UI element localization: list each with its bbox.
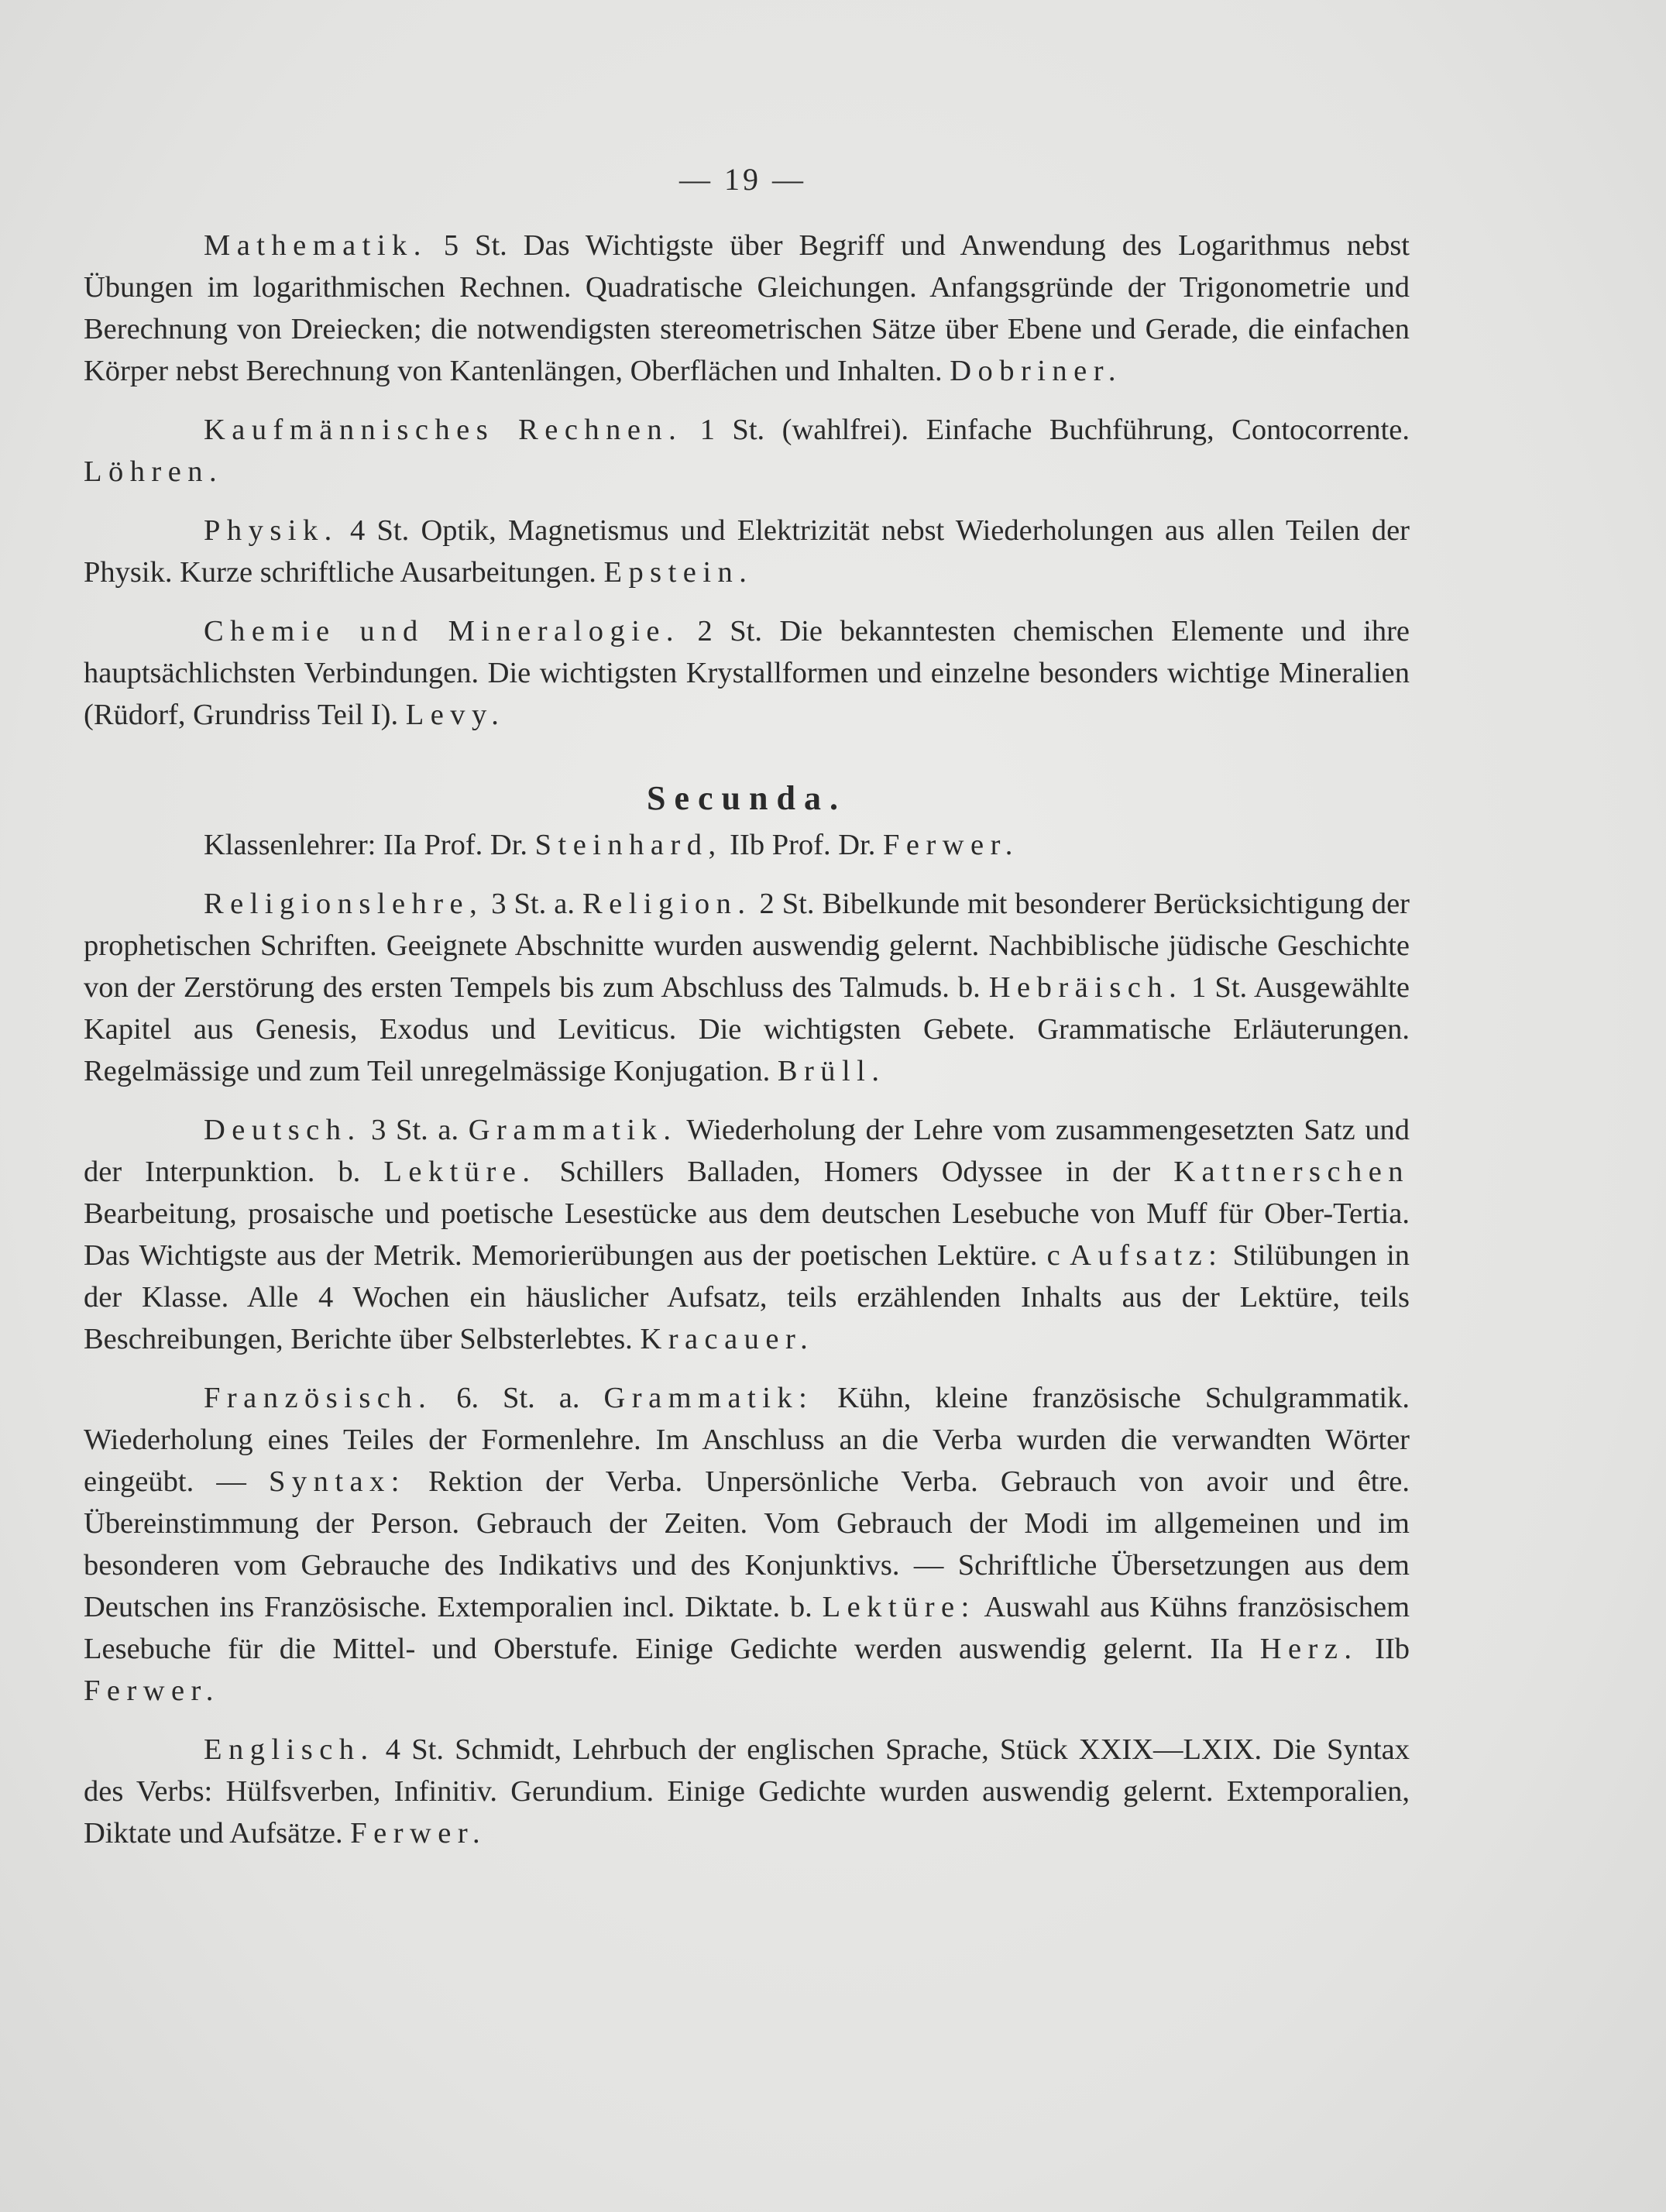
text-religion: 2 St. Bibelkunde mit besonderer Berücksichtigung der prophetischen Schriften. Geeignete Abschnitte wurden auswendig gelernt. Nachbiblische jüdische Geschichte von der Zerstörung des ersten Tempels bis zum Abschluss des Talmuds.	[84, 888, 1410, 1004]
paragraph-mathematik	[84, 225, 1410, 392]
text-grammatik-fr-1: Kühn, kleine französische Schulgrammatik. Wiederholung eines Teiles der Formenlehre. Im Anschluss an die Verba wurden die verwandten Wörter eingeübt. —	[84, 1382, 1410, 1498]
text-physik: 4 St. Optik, Magnetismus und Elektrizität nebst Wiederholungen aus allen Teilen der Physik. Kurze schriftliche Ausarbeitungen.	[84, 514, 1410, 589]
page-content	[84, 225, 1410, 1854]
subject-physik: Physik.	[204, 514, 338, 547]
subject-chemie: Chemie und Mineralogie.	[204, 615, 681, 647]
text-aufsatz: Stilübungen in der Klasse. Alle 4 Wochen ein häuslicher Aufsatz, teils erzählenden Inhalts aus der Lektüre, teils Beschreibungen, Berichte über Selbsterlebtes.	[84, 1239, 1410, 1355]
text-lektuere-2: Bearbeitung, prosaische und poetische Lesestücke aus dem deutschen Lesebuche von Muff für Ober-Tertia. Das Wichtigste aus der Metrik. Memorierübungen aus der poetischen Lektüre.	[84, 1197, 1410, 1272]
label-a-grammatik: a.	[438, 1114, 459, 1146]
label-b-lektuere-fr: b.	[789, 1591, 812, 1623]
paragraph-franzoesisch	[84, 1377, 1410, 1712]
teacher-englisch: Ferwer.	[350, 1817, 487, 1850]
paragraph-physik	[84, 510, 1410, 593]
paragraph-klassenlehrer	[84, 824, 1410, 866]
text-mathematik: 5 St. Das Wichtigste über Begriff und Anwendung des Logarithmus nebst Übungen im logarithmischen Rechnen. Quadratische Gleichungen. Anfangsgründe der Trigonometrie und Berechnung von Dreiecken; die notwendigsten stereometrischen Sätze über Ebene und Gerade, die einfachen Körper nebst Berechnung von Kantenlängen, Oberflächen und Inhalten.	[84, 229, 1410, 387]
teacher-ferwer: Ferwer.	[883, 829, 1019, 861]
subject-deutsch: Deutsch.	[204, 1114, 362, 1146]
subsubject-aufsatz: Aufsatz:	[1070, 1239, 1224, 1272]
subject-mathematik: Mathematik.	[204, 229, 428, 262]
label-c-aufsatz: c	[1046, 1239, 1060, 1272]
paragraph-kaufmaennisches-rechnen	[84, 409, 1410, 493]
title-a: Prof. Dr.	[424, 829, 528, 861]
paragraph-chemie	[84, 610, 1410, 736]
text-kaufmaennisches-rechnen: 1 St. (wahlfrei). Einfache Buchführung, Contocorrente.	[699, 414, 1410, 446]
teacher-ferwer-fr: Ferwer.	[84, 1674, 220, 1707]
text-lektuere-fr: Auswahl aus Kühns französischem Lesebuche für die Mittel- und Oberstufe. Einige Gedichte werden auswendig gelernt.	[84, 1591, 1410, 1665]
subsubject-syntax: Syntax:	[269, 1465, 406, 1498]
page-number: — 19 —	[679, 162, 806, 197]
paragraph-deutsch	[84, 1109, 1410, 1360]
teacher-religionslehre: Brüll.	[777, 1055, 886, 1087]
name-kuttnerschen: Kattnerschen	[1173, 1156, 1410, 1188]
teacher-kaufmaennisches-rechnen: Löhren.	[84, 455, 224, 488]
teacher-physik: Epstein.	[603, 556, 754, 589]
text-grammatik: Wiederholung der Lehre vom zusammengesetzten Satz und der Interpunktion.	[84, 1114, 1410, 1188]
label-b-hebraeisch: b.	[957, 971, 981, 1004]
paragraph-englisch	[84, 1729, 1410, 1854]
subsubject-grammatik: Grammatik.	[468, 1114, 678, 1146]
teacher-steinhard: Steinhard,	[534, 829, 723, 861]
class-label-a-fr: IIa	[1210, 1633, 1244, 1665]
text-hebraeisch: 1 St. Ausgewählte Kapitel aus Genesis, Exodus und Leviticus. Die wichtigsten Gebete. Grammatische Erläuterungen. Regelmässige und zum Teil unregelmässige Konjugation.	[84, 971, 1410, 1087]
class-label-b: IIb	[730, 829, 765, 861]
teacher-chemie: Levy.	[405, 699, 506, 731]
hours-religionslehre: 3 St.	[491, 888, 547, 920]
subsubject-grammatik-fr: Grammatik:	[603, 1382, 814, 1414]
teacher-herz: Herz.	[1259, 1633, 1359, 1665]
paragraph-religionslehre	[84, 883, 1410, 1092]
text-lektuere-1: Schillers Balladen, Homers Odyssee in der	[559, 1156, 1151, 1188]
teacher-deutsch: Kracauer.	[640, 1323, 815, 1355]
klassenlehrer-label: Klassenlehrer:	[204, 829, 376, 861]
text-grammatik-fr-2: Rektion der Verba. Unpersönliche Verba. Gebrauch von avoir und être. Übereinstimmung der Person. Gebrauch der Zeiten. Vom Gebrauch der Modi im allgemeinen und im besonderen vom Gebrauche des Indikativs und des Konjunktivs. — Schriftliche Übersetzungen aus dem Deutschen ins Französische. Extemporalien incl. Diktate.	[84, 1465, 1410, 1623]
section-heading-secunda: Secunda.	[647, 779, 847, 817]
class-label-a: IIa	[383, 829, 417, 861]
subject-englisch: Englisch.	[204, 1733, 375, 1766]
label-b-lektuere: b.	[338, 1156, 361, 1188]
subsubject-lektuere: Lektüre.	[383, 1156, 537, 1188]
text-englisch: 4 St. Schmidt, Lehrbuch der englischen Sprache, Stück XXIX—LXIX. Die Syntax des Verbs: Hülfsverben, Infinitiv. Gerundium. Einige Gedichte wurden auswendig gelernt. Extemporalien, Diktate und Aufsätze.	[84, 1733, 1410, 1850]
title-b: Prof. Dr.	[771, 829, 876, 861]
teacher-mathematik: Dobriner.	[950, 355, 1122, 387]
subject-franzoesisch: Französisch.	[204, 1382, 433, 1414]
subsubject-hebraeisch: Hebräisch.	[988, 971, 1183, 1004]
label-a-religion: a.	[554, 888, 575, 920]
subject-religionslehre: Religionslehre,	[204, 888, 484, 920]
text-chemie: 2 St. Die bekanntesten chemischen Elemente und ihre hauptsächlichsten Verbindungen. Die wichtigsten Krystallformen und einzelne besonders wichtige Mineralien (Rüdorf, Grundriss Teil I).	[84, 615, 1410, 731]
subject-kaufmaennisches-rechnen: Kaufmännisches Rechnen.	[204, 414, 683, 446]
subsubject-religion: Religion.	[582, 888, 752, 920]
subsubject-lektuere-fr: Lektüre:	[822, 1591, 976, 1623]
label-a-grammatik-fr: a.	[558, 1382, 580, 1414]
hours-franzoesisch: 6. St.	[456, 1382, 535, 1414]
class-label-b-fr: IIb	[1375, 1633, 1410, 1665]
hours-deutsch: 3 St.	[371, 1114, 428, 1146]
